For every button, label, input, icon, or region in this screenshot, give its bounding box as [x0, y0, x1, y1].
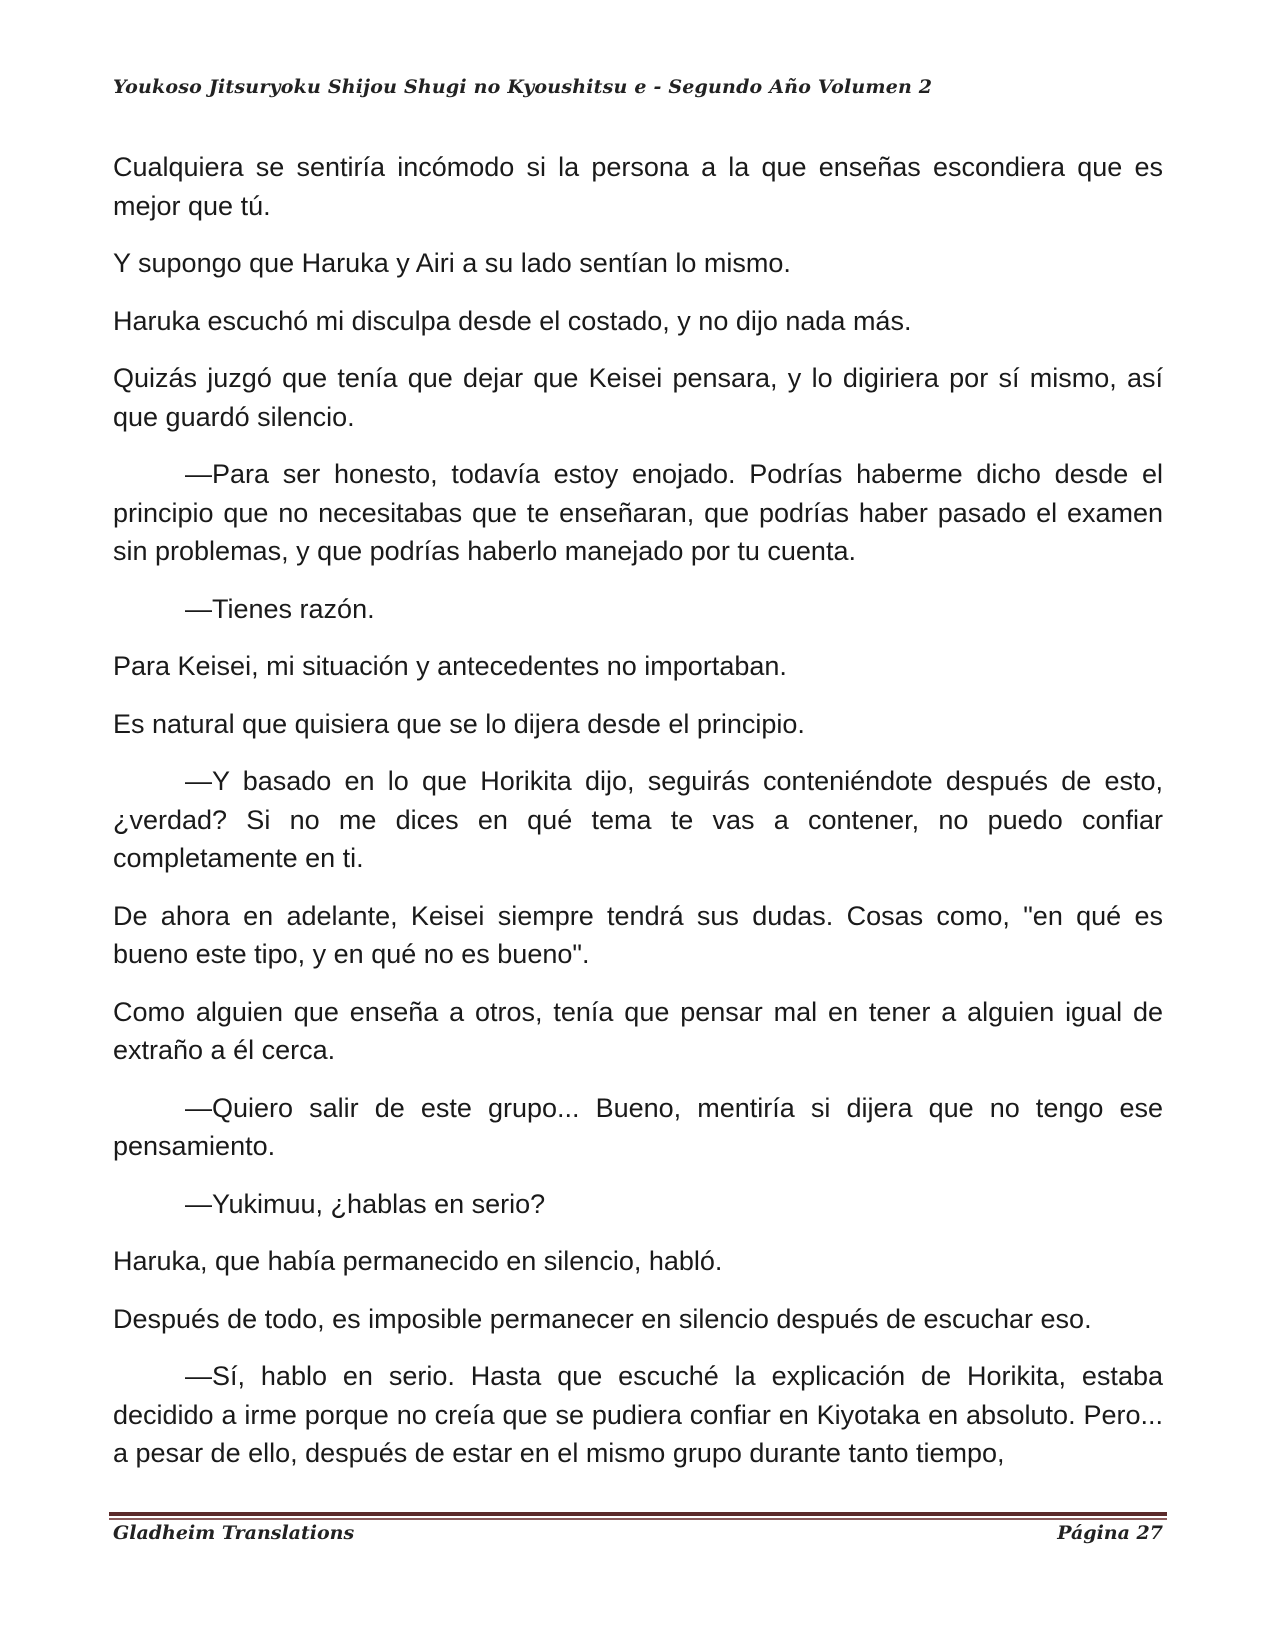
paragraph: Y supongo que Haruka y Airi a su lado sentían lo mismo.: [113, 248, 791, 278]
dialogue-paragraph: —Yukimuu, ¿hablas en serio?: [185, 1188, 546, 1219]
dialogue-paragraph: —Sí, hablo en serio. Hasta que escuché la explicación de Horikita, estaba decidido a irme porque no creía que se pudiera confiar en Kiyotaka en absoluto. Pero... a pesar de ello, después de estar en el mismo grupo durante tanto tiempo,: [113, 1361, 1163, 1468]
paragraph: Haruka, que había permanecido en silencio, habló.: [113, 1246, 723, 1276]
paragraph: Después de todo, es imposible permanecer en silencio después de escuchar eso.: [113, 1303, 1092, 1334]
page-footer: [113, 1522, 1163, 1544]
paragraph: De ahora en adelante, Keisei siempre tendrá sus dudas. Cosas como, "en qué es bueno este tipo, y en qué no es bueno".: [113, 900, 1163, 969]
paragraph: Cualquiera se sentiría incómodo si la persona a la que enseñas escondiera que es mejor que tú.: [113, 152, 1163, 221]
paragraph: Es natural que quisiera que se lo dijera desde el principio.: [113, 708, 805, 739]
footer-rule-thin: [109, 1518, 1167, 1520]
running-header-title: Youkoso Jitsuryoku Shijou Shugi no Kyoushitsu e - Segundo Año Volumen 2: [113, 76, 933, 98]
body-text: [113, 148, 1163, 1473]
footer-translator: Gladheim Translations: [113, 1522, 355, 1544]
footer-page-number: Página 27: [1057, 1522, 1163, 1544]
dialogue-paragraph: —Tienes razón.: [185, 593, 375, 624]
paragraph: Quizás juzgó que tenía que dejar que Keisei pensara, y lo digiriera por sí mismo, así que guardó silencio.: [113, 363, 1163, 432]
dialogue-paragraph: —Para ser honesto, todavía estoy enojado. Podrías haberme dicho desde el principio que no necesitabas que te enseñaran, que podrías haber pasado el examen sin problemas, y que podrías haberlo manejado por tu cuenta.: [113, 459, 1163, 566]
dialogue-paragraph: —Quiero salir de este grupo... Bueno, mentiría si dijera que no tengo ese pensamiento.: [113, 1092, 1163, 1161]
paragraph: Para Keisei, mi situación y antecedentes no importaban.: [113, 651, 787, 681]
paragraph: Haruka escuchó mi disculpa desde el costado, y no dijo nada más.: [113, 305, 912, 336]
dialogue-paragraph: —Y basado en lo que Horikita dijo, seguirás conteniéndote después de esto, ¿verdad? Si no me dices en qué tema te vas a contener, no puedo confiar completamente en ti.: [113, 766, 1163, 873]
footer-divider: [109, 1512, 1167, 1520]
paragraph: Como alguien que enseña a otros, tenía que pensar mal en tener a alguien igual de extraño a él cerca.: [113, 996, 1163, 1065]
